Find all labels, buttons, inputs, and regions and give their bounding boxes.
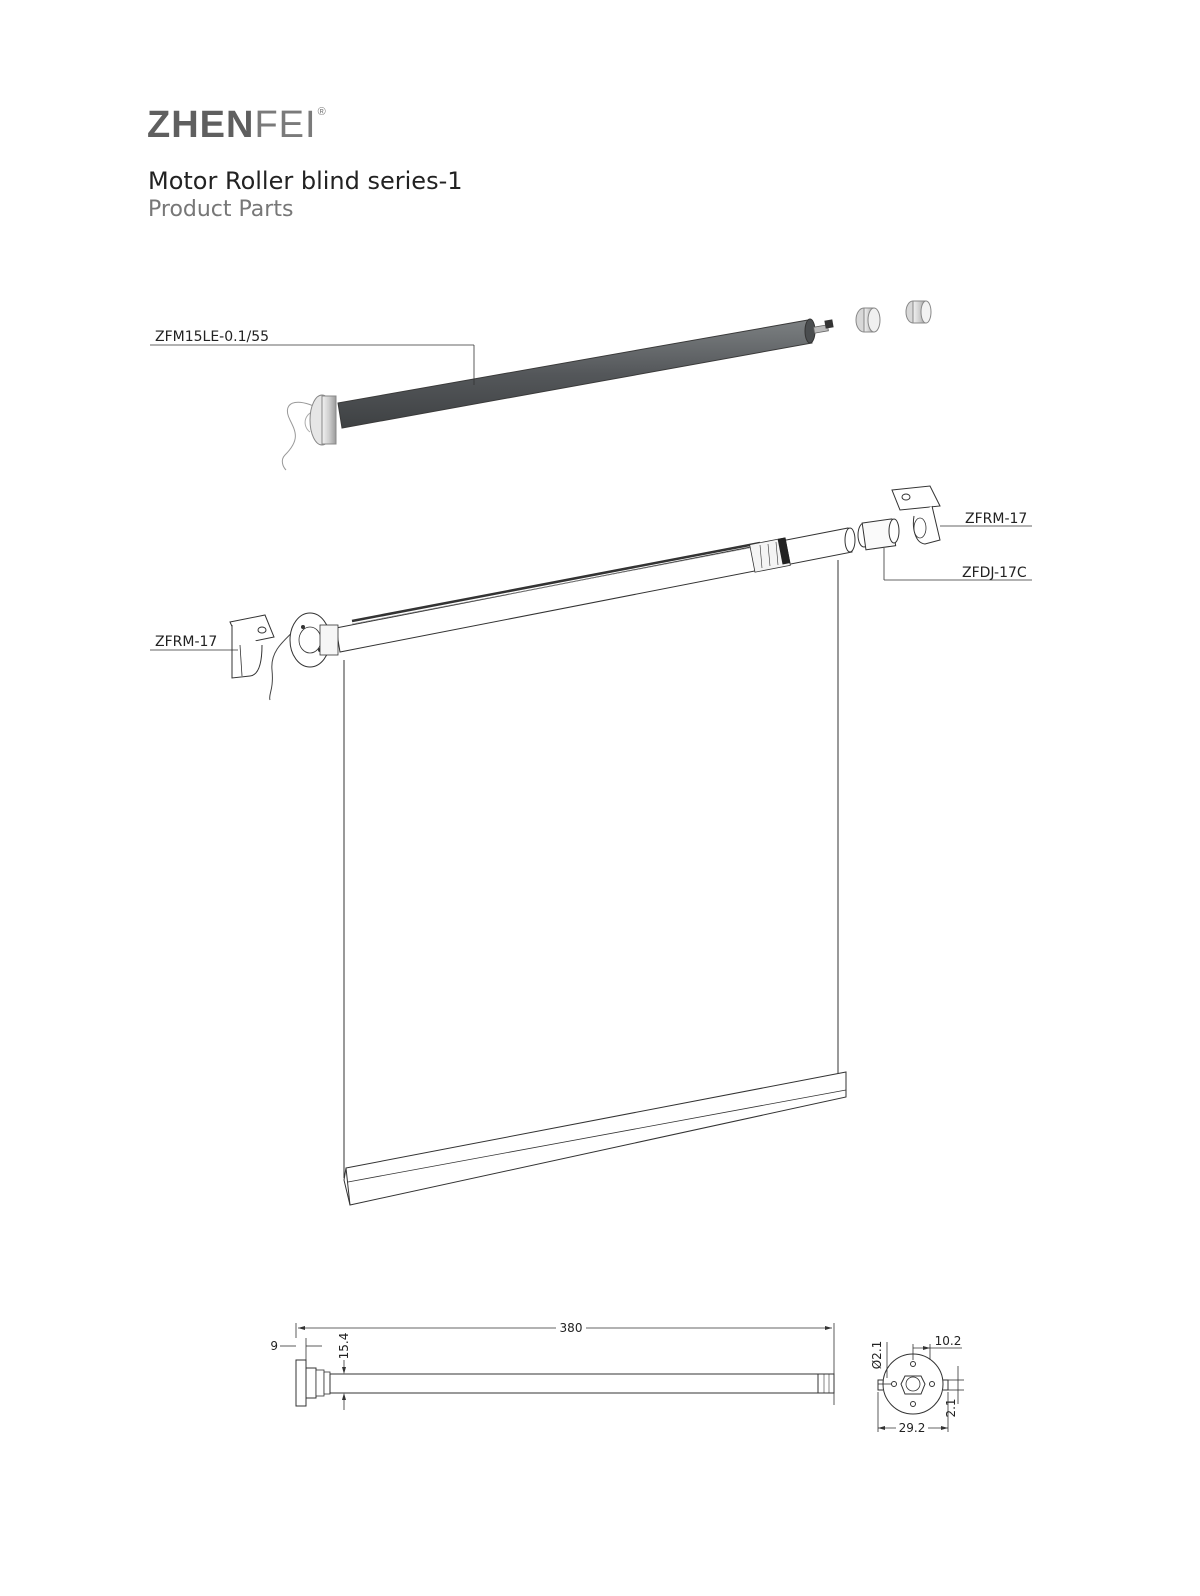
bracket-left-callout	[150, 634, 238, 650]
motor-shaft-tip	[824, 319, 833, 328]
side-head-body	[306, 1368, 316, 1398]
page-title: Motor Roller blind series-1	[148, 167, 463, 195]
bracket-right-label: ZFRM-17	[965, 511, 1028, 527]
bracket-right-callout	[940, 511, 1032, 527]
motor-assembly	[282, 301, 931, 470]
motor-callout-label: ZFM15LE-0.1/55	[155, 329, 270, 345]
roller-tube-end	[845, 528, 855, 552]
dim-head-width: 9	[270, 1339, 278, 1353]
dim-tube-diameter: 15.4	[337, 1332, 351, 1360]
page-subtitle: Product Parts	[148, 197, 294, 222]
end-plug	[858, 519, 899, 550]
bottom-rail-edge	[348, 1090, 846, 1182]
blind-assembly	[230, 486, 940, 1205]
motor-head-left	[270, 613, 338, 700]
dim-offset-top: 10.2	[934, 1334, 962, 1348]
end-plug-label: ZFDJ-17C	[962, 565, 1027, 581]
dim-flange-width: 29.2	[898, 1421, 926, 1435]
brand-logo-bold: ZHEN	[147, 104, 255, 146]
bracket-right	[892, 486, 940, 544]
registered-mark: ®	[317, 106, 327, 118]
dimension-drawing	[270, 1320, 964, 1435]
bracket-left	[230, 615, 274, 678]
fabric-sides	[344, 560, 838, 1178]
motor-head-collar	[322, 396, 336, 444]
brand-logo-light: FEI	[254, 104, 317, 146]
dim-hole-diameter: Ø2.1	[870, 1340, 884, 1370]
bottom-rail	[346, 1072, 846, 1205]
motor-tube-end	[805, 319, 815, 343]
adapter-ring-2	[906, 301, 931, 323]
motor-callout	[150, 329, 474, 385]
dim-offset-side: 2.1	[944, 1398, 958, 1418]
side-tube	[330, 1374, 830, 1393]
side-head-flange	[296, 1360, 306, 1406]
end-plug-callout	[884, 548, 1032, 581]
motor-tube	[338, 320, 812, 428]
adapter-ring-1	[856, 308, 880, 332]
bracket-left-label: ZFRM-17	[155, 634, 218, 650]
side-tube-end	[818, 1374, 834, 1393]
dim-overall-length: 380	[559, 1321, 583, 1335]
